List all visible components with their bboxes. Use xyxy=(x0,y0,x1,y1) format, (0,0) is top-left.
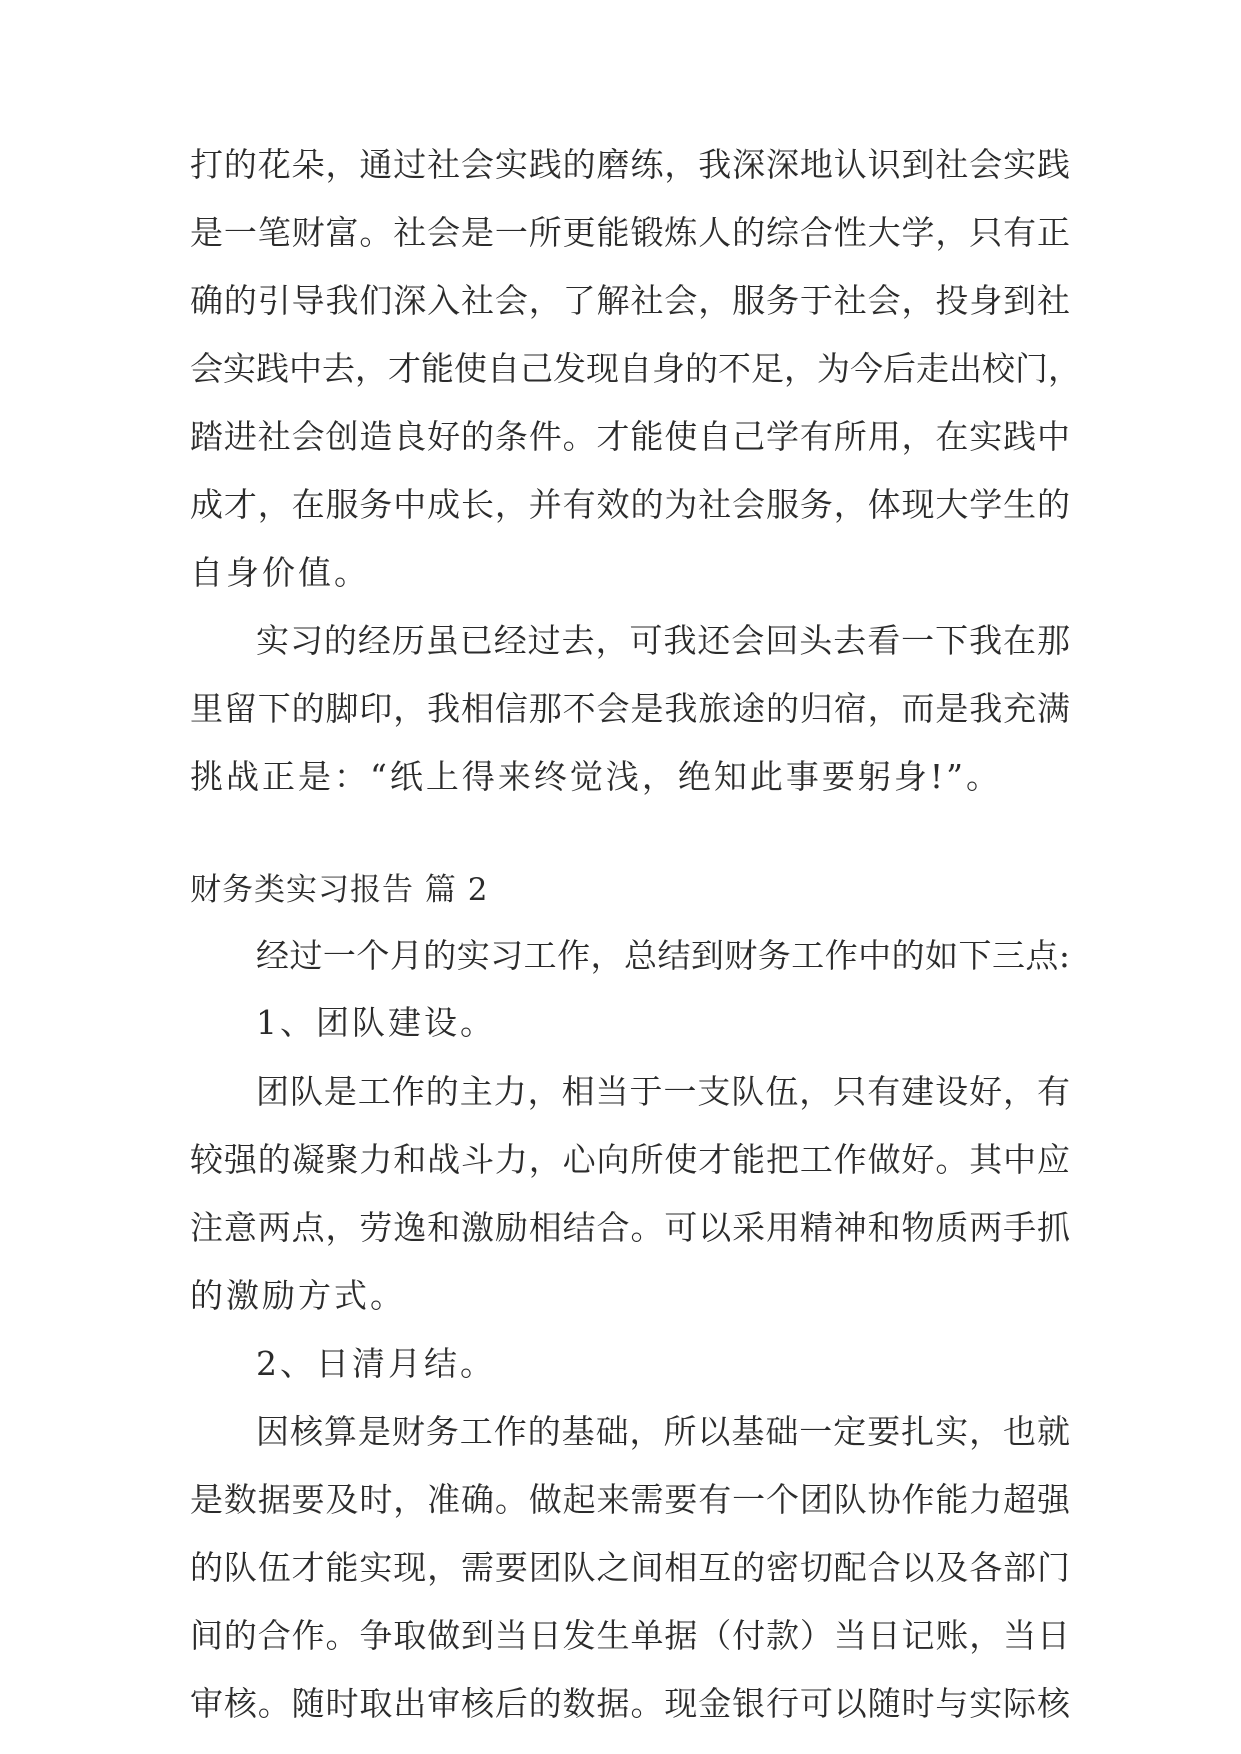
paragraph-line: 成才，在服务中成长，并有效的为社会服务，体现大学生的 xyxy=(190,485,1070,524)
paragraph-line: 的队伍才能实现，需要团队之间相互的密切配合以及各部门 xyxy=(190,1548,1070,1587)
paragraph-line: 较强的凝聚力和战斗力，心向所使才能把工作做好。其中应 xyxy=(190,1140,1070,1179)
section-heading: 财务类实习报告 篇 2 xyxy=(190,872,489,908)
paragraph-line: 的激励方式。 xyxy=(190,1276,406,1315)
paragraph-line: 注意两点，劳逸和激励相结合。可以采用精神和物质两手抓 xyxy=(190,1208,1070,1247)
paragraph-line: 间的合作。争取做到当日发生单据（付款）当日记账，当日 xyxy=(190,1616,1070,1655)
paragraph-line: 确的引导我们深入社会，了解社会，服务于社会，投身到社 xyxy=(190,281,1070,320)
paragraph-line: 因核算是财务工作的基础，所以基础一定要扎实，也就 xyxy=(256,1412,1070,1451)
paragraph-line: 实习的经历虽已经过去，可我还会回头去看一下我在那 xyxy=(256,621,1070,660)
paragraph-line: 会实践中去，才能使自己发现自身的不足，为今后走出校门， xyxy=(190,349,1081,388)
paragraph-line: 是一笔财富。社会是一所更能锻炼人的综合性大学，只有正 xyxy=(190,213,1070,252)
paragraph-line: 里留下的脚印，我相信那不会是我旅途的归宿，而是我充满 xyxy=(190,689,1070,728)
paragraph-line: 自身价值。 xyxy=(190,553,370,592)
paragraph-line: 打的花朵，通过社会实践的磨练，我深深地认识到社会实践 xyxy=(190,145,1070,184)
paragraph-line: 审核。随时取出审核后的数据。现金银行可以随时与实际核 xyxy=(190,1684,1070,1723)
paragraph-line: 踏进社会创造良好的条件。才能使自己学有所用，在实践中 xyxy=(190,417,1070,456)
list-item-title: 2、日清月结。 xyxy=(256,1344,496,1383)
paragraph-line: 团队是工作的主力，相当于一支队伍，只有建设好，有 xyxy=(256,1072,1070,1111)
paragraph-line: 经过一个月的实习工作，总结到财务工作中的如下三点: xyxy=(256,936,1070,975)
list-item-title: 1、团队建设。 xyxy=(256,1003,496,1042)
paragraph-line: 是数据要及时，准确。做起来需要有一个团队协作能力超强 xyxy=(190,1480,1070,1519)
paragraph-line: 挑战正是：“纸上得来终觉浅，绝知此事要躬身!”。 xyxy=(190,757,1003,796)
